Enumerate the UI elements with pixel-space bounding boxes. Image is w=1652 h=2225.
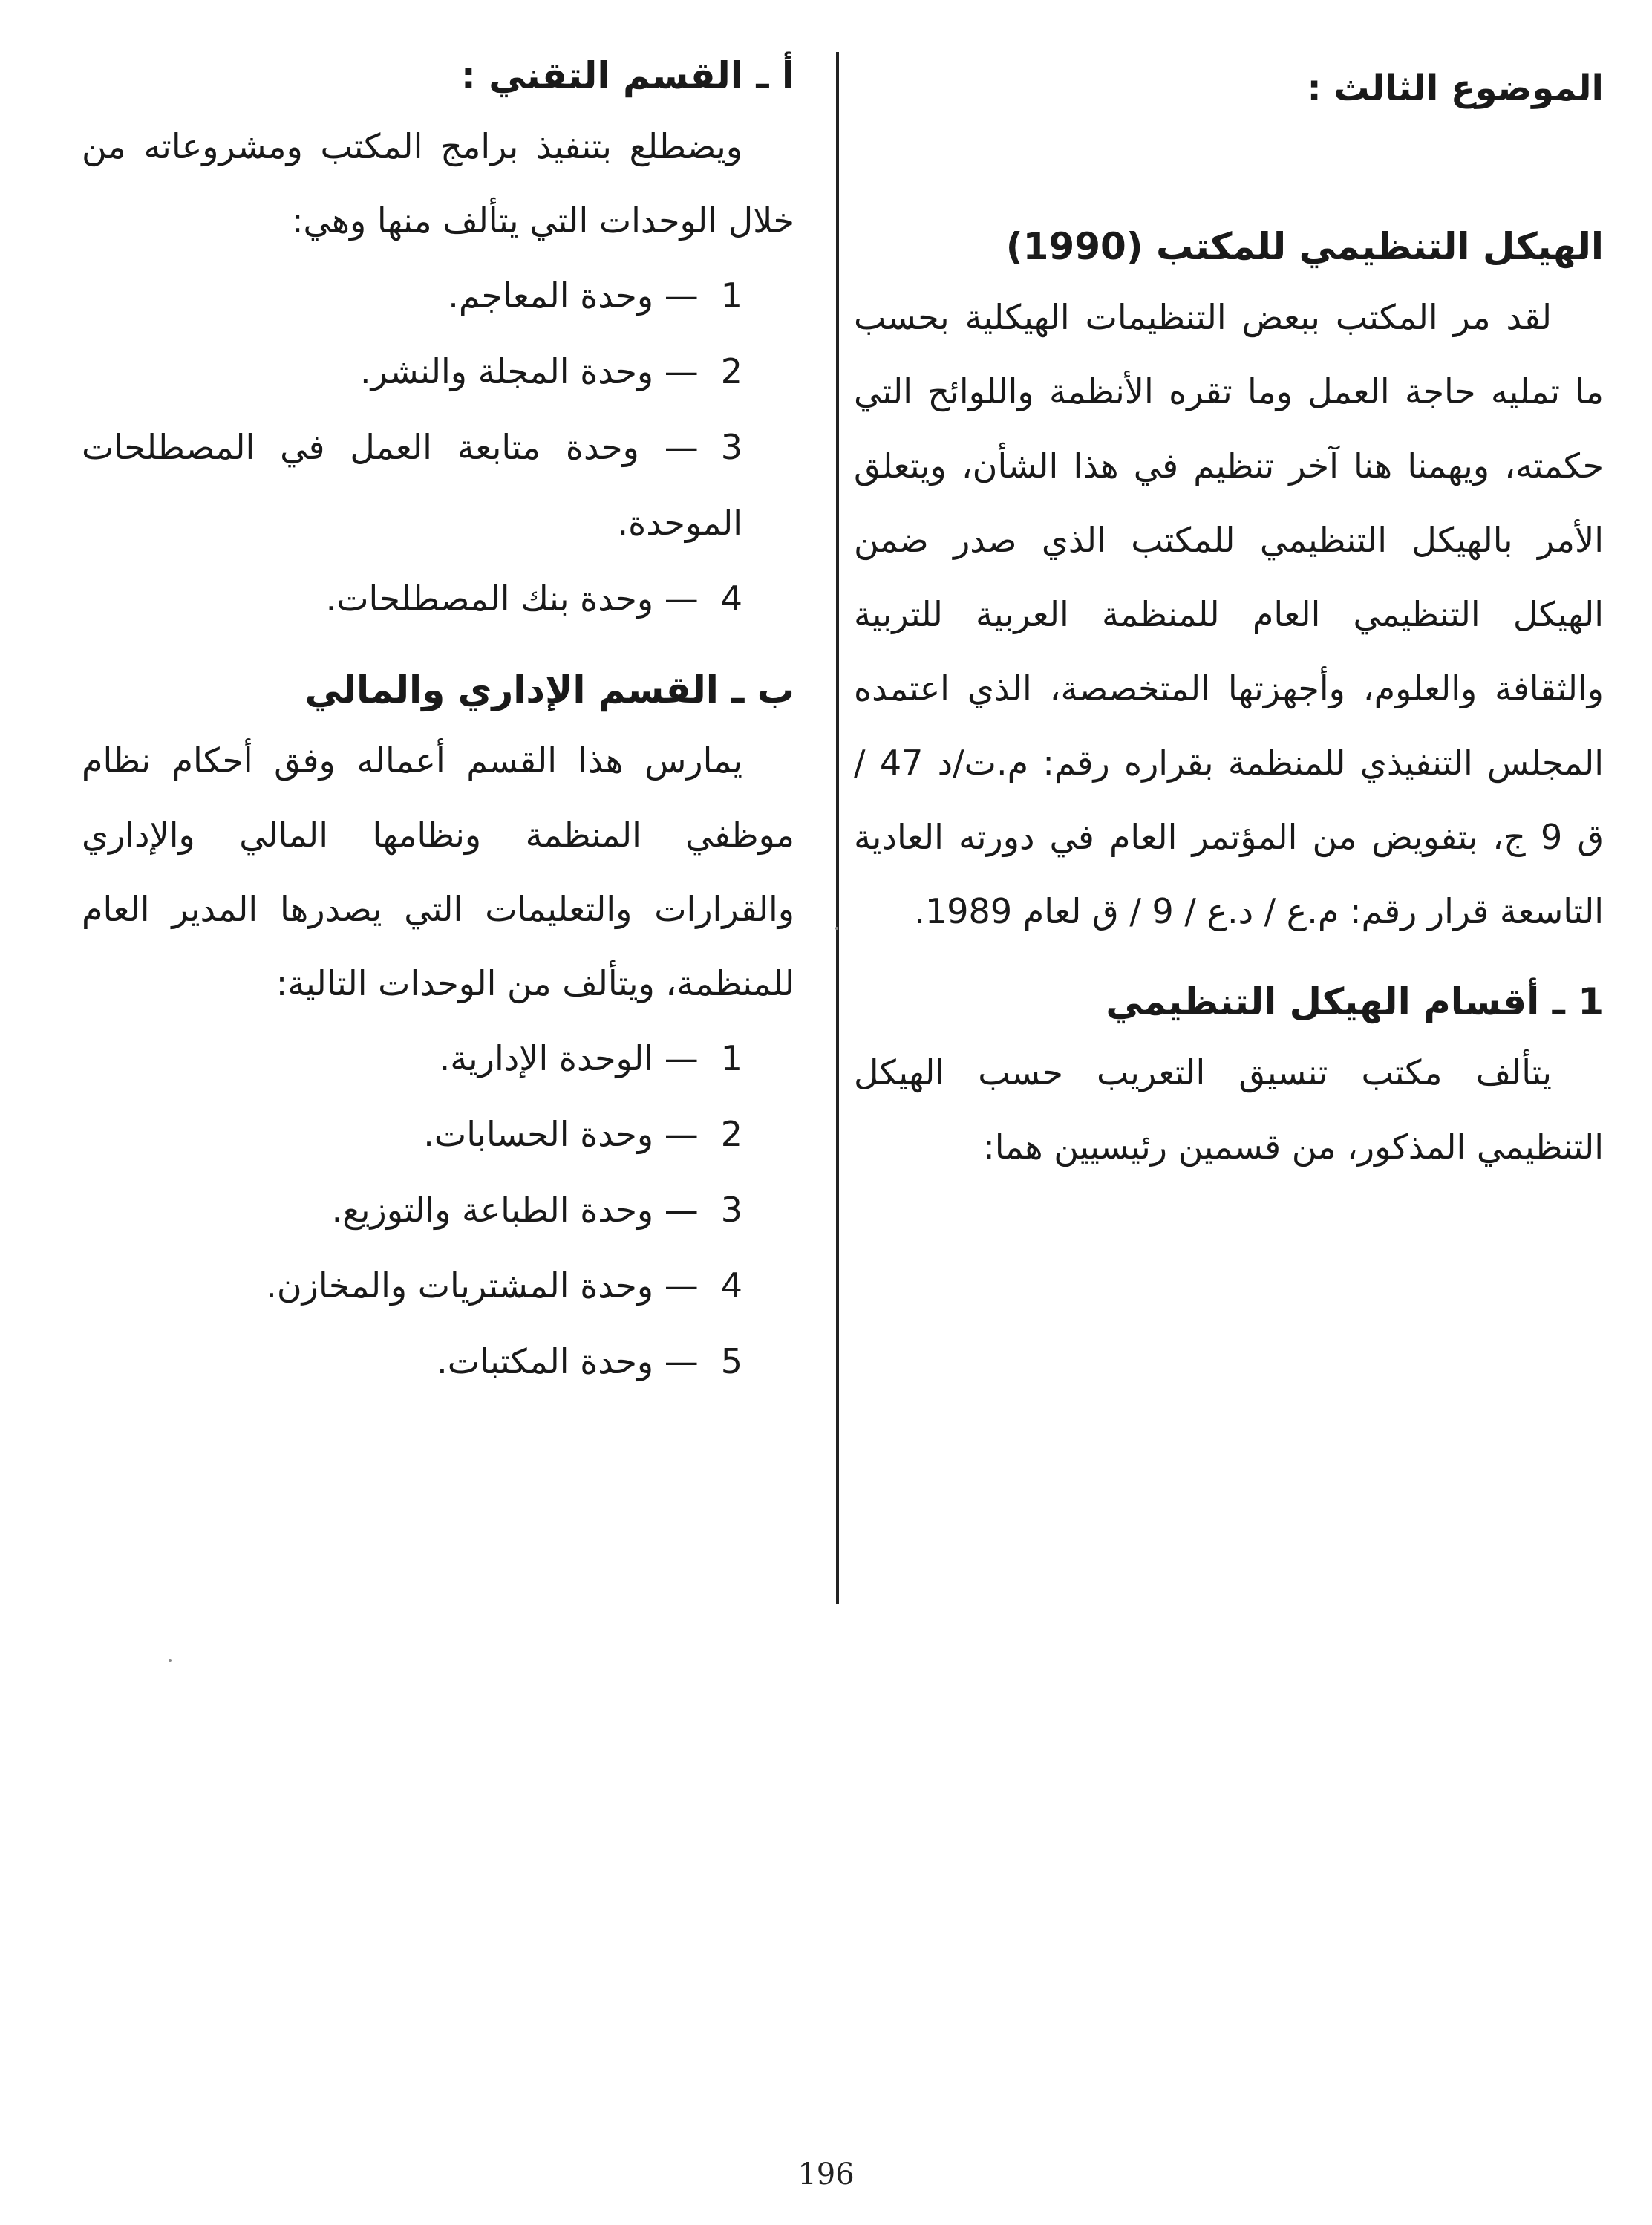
list-item-number: 3 — [720, 427, 742, 467]
list-item — [82, 1323, 742, 1399]
list-item-number: 1 — [720, 276, 742, 316]
section-heading: 1 ـ أقسام الهيكل التنظيمي — [1106, 980, 1604, 1024]
topic-title: الموضوع الثالث : — [1307, 68, 1604, 109]
list-item-separator: — — [664, 579, 699, 619]
list-item-number: 2 — [720, 1114, 742, 1154]
list-item-label: وحدة المجلة والنشر. — [360, 351, 654, 391]
list-item-label: وحدة المعاجم. — [448, 276, 654, 316]
left-column — [82, 52, 794, 1399]
intro-paragraph: لقد مر المكتب ببعض التنظيمات الهيكلية بحسب ما تمليه حاجة العمل وما تقره الأنظمة واللوائح التي حكمته، ويهمنا هنا آخر تنظيم في هذا الشأن، ويتعلق الأمر بالهيكل التنظيمي للمكتب الذي صدر ضمن الهيكل التنظيمي العام للمنظمة العربية للتربية والثقافة والعلوم، وأجهزتها المتخصصة، الذي اعتمده المجلس التنفيذي للمنظمة بقراره رقم: م.ت/د 47 / ق 9 ج، بتفويض من المؤتمر العام في دورته العادية التاسعة قرار رقم: م.ع / د.ع / 9 / ق لعام 1989. — [854, 297, 1604, 932]
section-paragraph: يتألف مكتب تنسيق التعريب حسب الهيكل التنظيمي المذكور، من قسمين رئيسيين هما: — [854, 1052, 1604, 1167]
list-item-separator: — — [664, 427, 699, 467]
admin-paragraph: يمارس هذا القسم أعماله وفق أحكام نظام موظفي المنظمة ونظامها المالي والإداري والقرارات والتعليمات التي يصدرها المدير العام للمنظمة، ويتألف من الوحدات التالية: — [82, 740, 794, 1003]
technical-units-list — [82, 258, 794, 636]
list-item — [82, 1248, 742, 1323]
list-item-label: وحدة متابعة العمل في المصطلحات الموحدة. — [82, 427, 742, 543]
list-item-separator: — — [664, 1114, 699, 1154]
list-item — [82, 1172, 742, 1248]
admin-section-heading: ب ـ القسم الإداري والمالي — [304, 668, 794, 711]
list-item-label: الوحدة الإدارية. — [439, 1038, 654, 1078]
list-item-separator: — — [664, 1038, 699, 1078]
list-item-number: 4 — [720, 1265, 742, 1306]
list-item — [82, 1096, 742, 1172]
technical-paragraph: ويضطلع بتنفيذ برامج المكتب ومشروعاته من خلال الوحدات التي يتألف منها وهي: — [82, 126, 794, 241]
list-item-separator: — — [664, 276, 699, 316]
list-item-separator: — — [664, 1190, 699, 1230]
scan-speck — [169, 1659, 172, 1662]
list-item-number: 1 — [720, 1038, 742, 1078]
page-number: 196 — [797, 2157, 855, 2192]
list-item-label: وحدة المكتبات. — [437, 1341, 654, 1381]
list-item-separator: — — [664, 1265, 699, 1306]
column-divider — [836, 52, 839, 1604]
technical-section-heading: أ ـ القسم التقني : — [460, 54, 794, 97]
admin-units-list — [82, 1020, 794, 1399]
main-heading: الهيكل التنظيمي للمكتب (1990) — [1005, 225, 1604, 269]
list-item-label: وحدة الحسابات. — [423, 1114, 654, 1154]
scan-speck — [835, 927, 838, 930]
list-item-number: 5 — [720, 1341, 742, 1381]
list-item — [82, 1020, 742, 1096]
list-item-separator: — — [664, 351, 699, 391]
list-item-number: 3 — [720, 1190, 742, 1230]
list-item-label: وحدة الطباعة والتوزيع. — [331, 1190, 654, 1230]
list-item-label: وحدة المشتريات والمخازن. — [266, 1265, 654, 1306]
list-item — [82, 409, 742, 561]
right-column — [854, 52, 1604, 1184]
list-item-label: وحدة بنك المصطلحات. — [325, 579, 654, 619]
list-item-number: 4 — [720, 579, 742, 619]
list-item — [82, 333, 742, 409]
list-item — [82, 561, 742, 636]
list-item — [82, 258, 742, 333]
list-item-number: 2 — [720, 351, 742, 391]
list-item-separator: — — [664, 1341, 699, 1381]
